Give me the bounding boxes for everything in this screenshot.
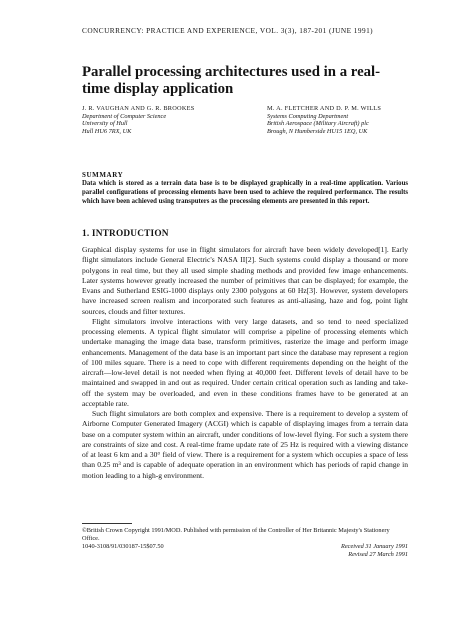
author-department: Systems Computing Department [267, 112, 349, 120]
author-names: J. R. VAUGHAN AND G. R. BROOKES [82, 105, 195, 112]
author-names: M. A. FLETCHER AND D. P. M. WILLS [267, 105, 382, 112]
issn-code: 1040-3108/91/030187-15$07.50 [82, 543, 164, 550]
author-institution: British Aerospace (Military Aircraft) plc [267, 120, 369, 128]
footnote-divider [82, 523, 132, 524]
body-paragraph: Graphical display systems for use in flight simulators for aircraft have been widely developed[1]. Early flight simulators include General Electric's NASA II[2]. Such systems could display a thousand or more polygons in real time, but they all used simple shading methods and provided few image enhancements. Later systems however greatly increased the number of primitives that can be displayed; for example, the Evans and Sutherland ESIG-1000 displays only 2300 polygons at 60 Hz[3]. However, system developers have increased screen realism and incorporated such features as anti-aliasing, haze and fog, point light sources, clouds and filter textures. [82, 245, 408, 316]
body-paragraph: Flight simulators involve interactions with very large datasets, and so tend to need specialized processing elements. A typical flight simulator will comprise a pipeline of processing elements which undertake managing the image data base, transform primitives, rasterize the image and perform image enhancements. Management of the data base is an important part since the database may represent a region of 100 miles square. There is a need to cope with different requirements depending on the height of the aircraft—low-level detail is not needed when flying at 40,000 feet. Different levels of detail have to be maintained and swapped in and out as required. Under certain critical operation such as landing and take-off the system may be overloaded, and even in these conditions frames have to be generated at an acceptable rate. [82, 316, 408, 408]
journal-header: CONCURRENCY: PRACTICE AND EXPERIENCE, VOL. 3(3), 187-201 (JUNE 1991) [82, 26, 374, 35]
body-paragraph: Such flight simulators are both complex and expensive. There is a requirement to develop a system of Airborne Computer Generated Imagery (ACGI) which is capable of displaying images from a terrain data base on a computer system within an aircraft, under conditions of low-level flying. For such a system there are constraints of size and cost. A real-time frame update rate of 25 Hz is required with a viewing distance of at least 6 km and a 30° field of view. There is a requirement for a system which occupies a space of less than 0.25 m³ and is capable of adequate operation in an environment which has periods of rapid change in motion leading to a high-g environment. [82, 409, 408, 480]
received-revised-dates [318, 543, 408, 559]
author-block-right [267, 105, 381, 135]
author-institution: University of Hull [82, 120, 128, 128]
author-address: Hull HU6 7RX, UK [82, 127, 132, 135]
revised-date: Revised 27 March 1991 [348, 551, 408, 558]
summary-heading: SUMMARY [82, 171, 124, 179]
paper-title: Parallel processing architectures used in a real-time display application [82, 64, 381, 97]
copyright-footnote: ©British Crown Copyright 1991/MOD. Published with permission of the Controller of Her Britannic Majesty's Stationery Office. [82, 527, 390, 542]
author-address: Brough, N Humberside HU15 1EQ, UK [267, 127, 368, 135]
author-department: Department of Computer Science [82, 112, 167, 120]
introduction-body [82, 245, 408, 481]
author-block-left [82, 105, 194, 135]
section-heading-introduction: 1. INTRODUCTION [82, 229, 169, 239]
abstract-text: Data which is stored as a terrain data base is to be displayed graphically in a real-time application. Various parallel configurations of processing elements have been used to achieve the required performance. The results which have been achieved using transputers as the processing elements are presented in this report. [82, 180, 408, 205]
received-date: Received 31 January 1991 [341, 543, 408, 550]
